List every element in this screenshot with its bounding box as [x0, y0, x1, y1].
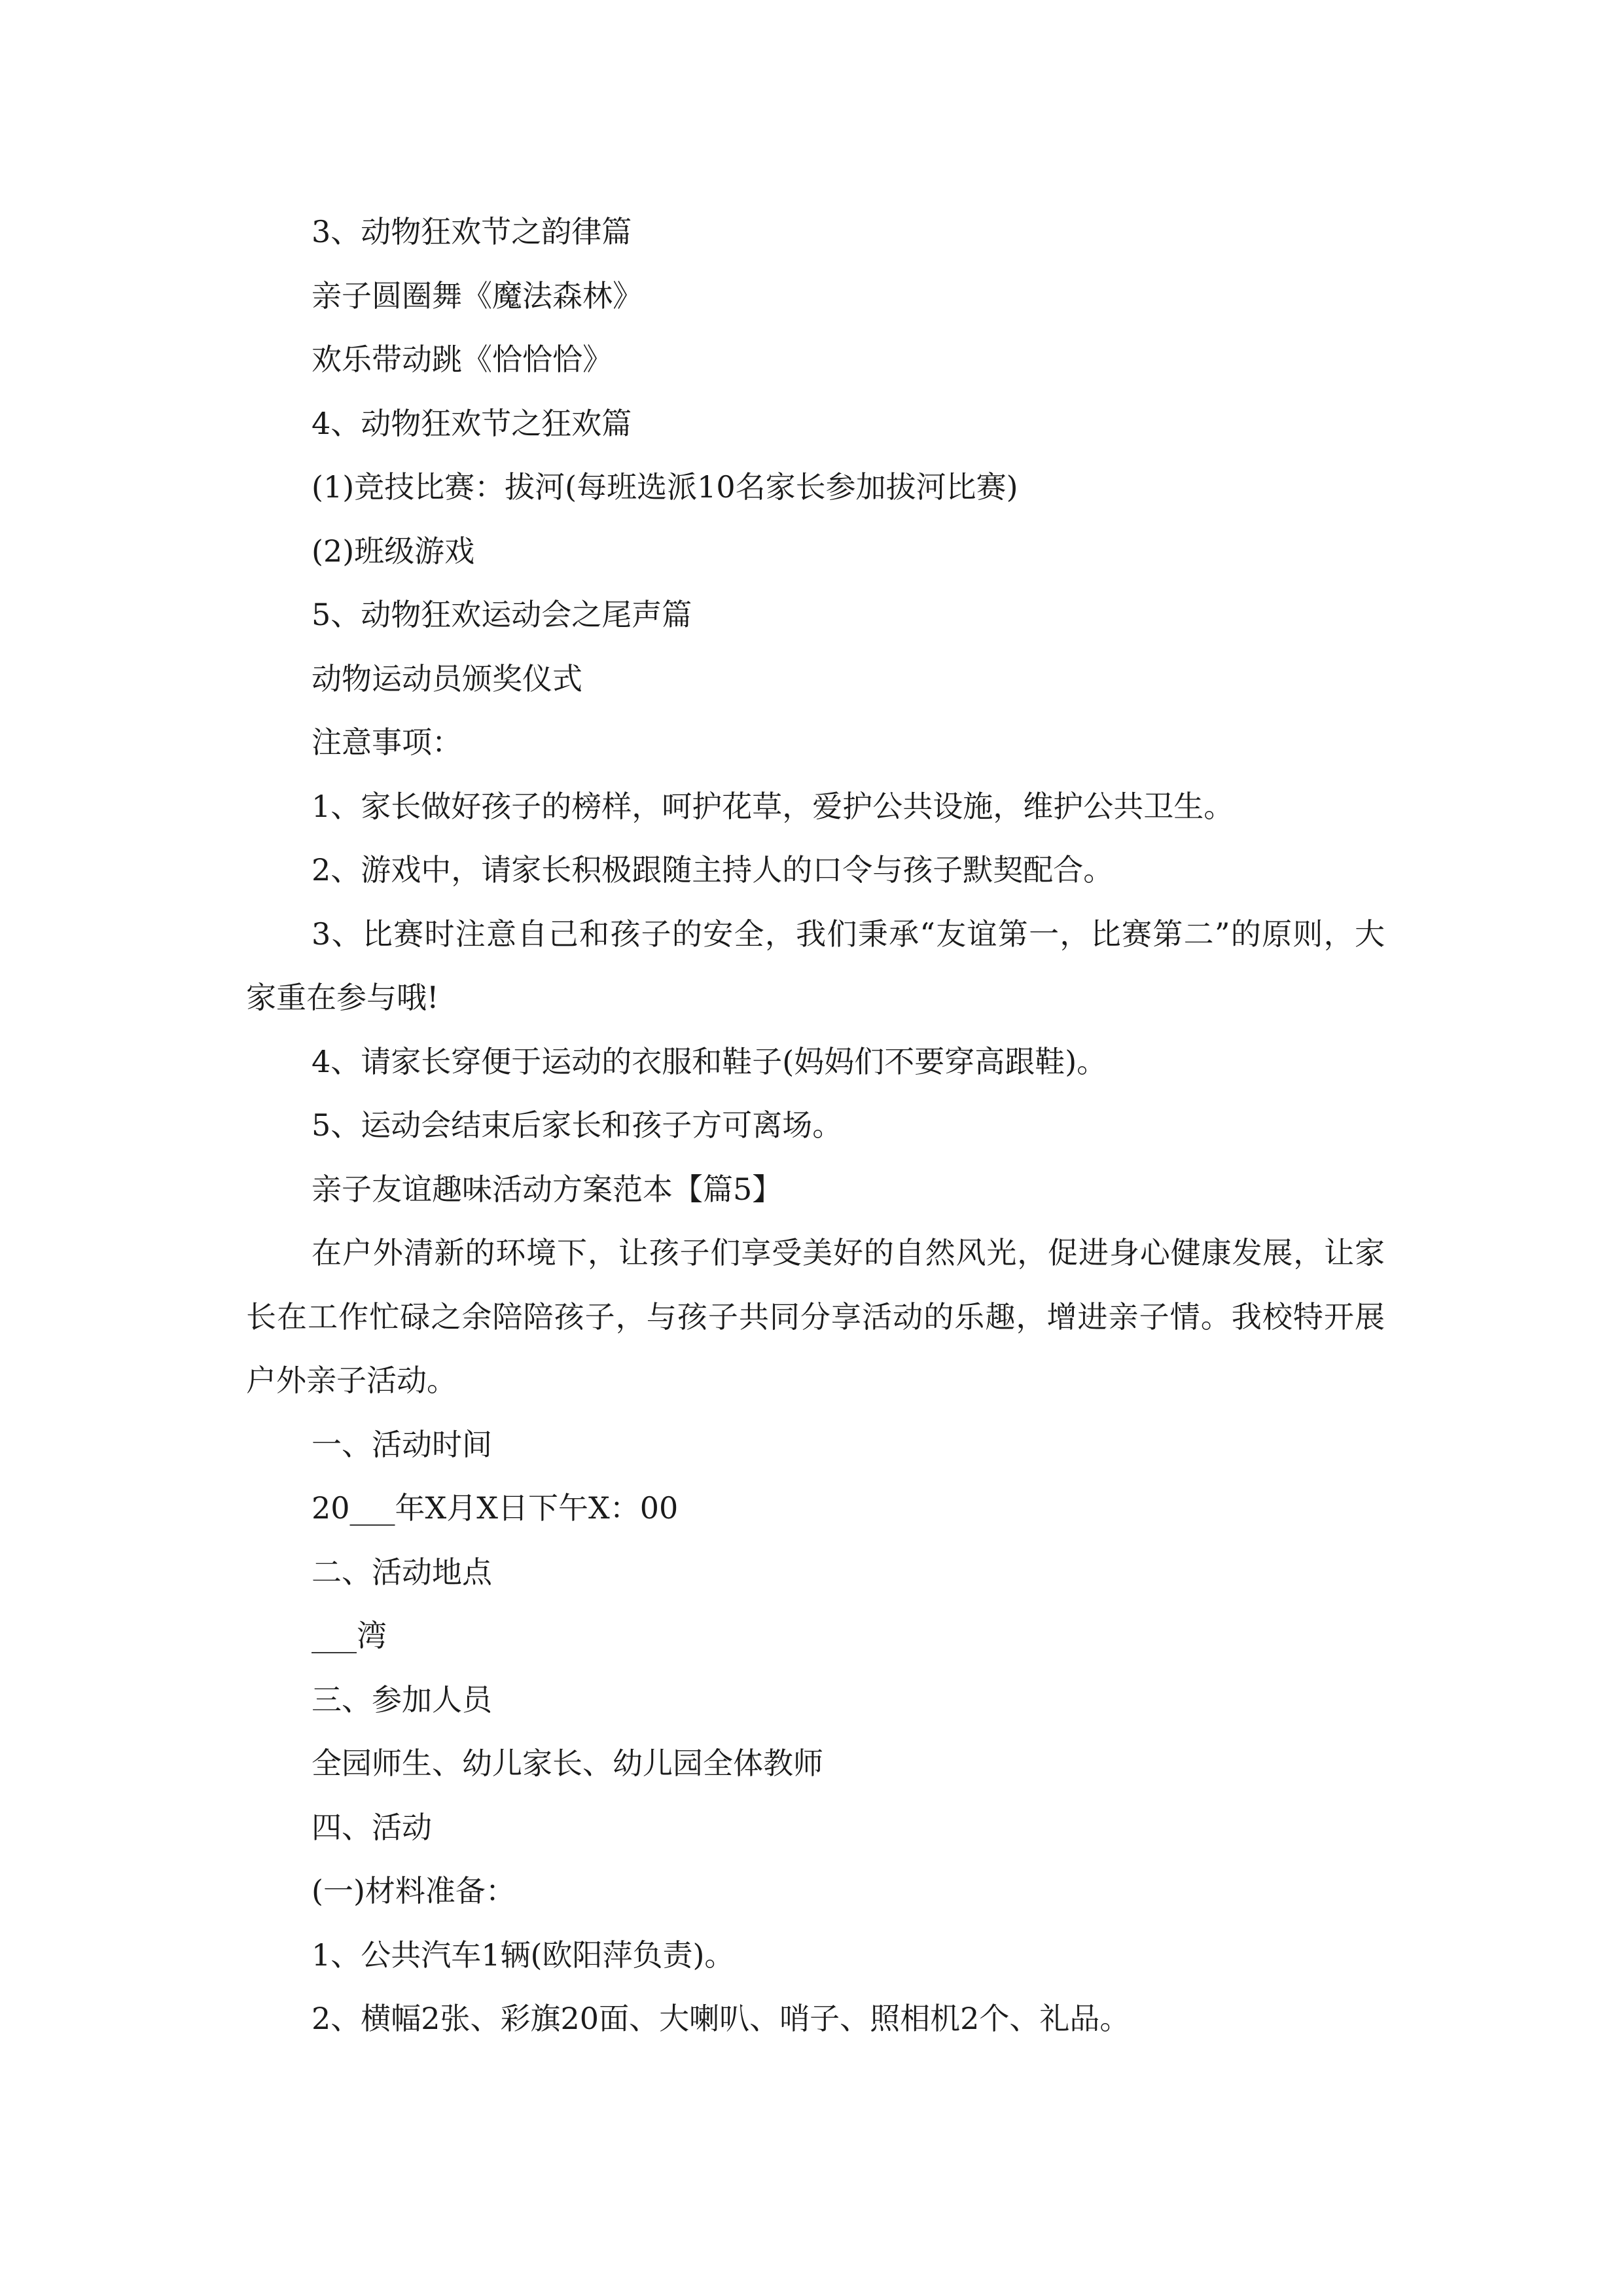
material-item: 1、公共汽车1辆(欧阳萍负责)。	[312, 1937, 735, 1973]
heading-rhythm-section: 3、动物狂欢节之韵律篇	[312, 214, 632, 249]
note-item: 3、比赛时注意自己和孩子的安全，我们秉承“友谊第一，比赛第二”的原则，大家重在参与哦!	[246, 916, 1385, 1015]
heading-materials: (一)材料准备：	[312, 1873, 516, 1909]
activity-time-value: 20___年X月X日下午X：00	[312, 1490, 679, 1526]
note-item: 4、请家长穿便于运动的衣服和鞋子(妈妈们不要穿高跟鞋)。	[312, 1043, 1107, 1079]
material-item: 2、横幅2张、彩旗20面、大喇叭、哨子、照相机2个、礼品。	[312, 2001, 1130, 2036]
notes-heading: 注意事项：	[312, 725, 462, 760]
document-body	[246, 200, 1385, 2051]
heading-ending-section: 5、动物狂欢运动会之尾声篇	[312, 597, 692, 632]
paragraph-line: (1)竞技比赛：拔河(每班选派10名家长参加拔河比赛)	[312, 469, 1018, 505]
activity-location-value: ___湾	[312, 1618, 387, 1653]
paragraph-line: 动物运动员颁奖仪式	[312, 660, 582, 696]
section-title: 亲子友谊趣味活动方案范本【篇5】	[312, 1171, 783, 1207]
participants-value: 全园师生、幼儿家长、幼儿园全体教师	[312, 1746, 823, 1781]
heading-carnival-section: 4、动物狂欢节之狂欢篇	[312, 405, 632, 441]
paragraph-line: 亲子圆圈舞《魔法森林》	[312, 278, 643, 314]
paragraph-line: (2)班级游戏	[312, 533, 475, 569]
intro-paragraph: 在户外清新的环境下，让孩子们享受美好的自然风光，促进身心健康发展，让家长在工作忙碌之余陪陪孩子，与孩子共同分享活动的乐趣，增进亲子情。我校特开展户外亲子活动。	[246, 1235, 1385, 1398]
note-item: 5、运动会结束后家长和孩子方可离场。	[312, 1107, 843, 1143]
note-item: 1、家长做好孩子的榜样，呵护花草，爱护公共设施，维护公共卫生。	[312, 788, 1234, 824]
heading-activity-time: 一、活动时间	[312, 1426, 492, 1462]
heading-participants: 三、参加人员	[312, 1681, 492, 1717]
note-item: 2、游戏中，请家长积极跟随主持人的口令与孩子默契配合。	[312, 852, 1114, 888]
paragraph-line: 欢乐带动跳《恰恰恰》	[312, 342, 613, 377]
heading-activity-location: 二、活动地点	[312, 1554, 492, 1590]
heading-activity: 四、活动	[312, 1809, 432, 1845]
